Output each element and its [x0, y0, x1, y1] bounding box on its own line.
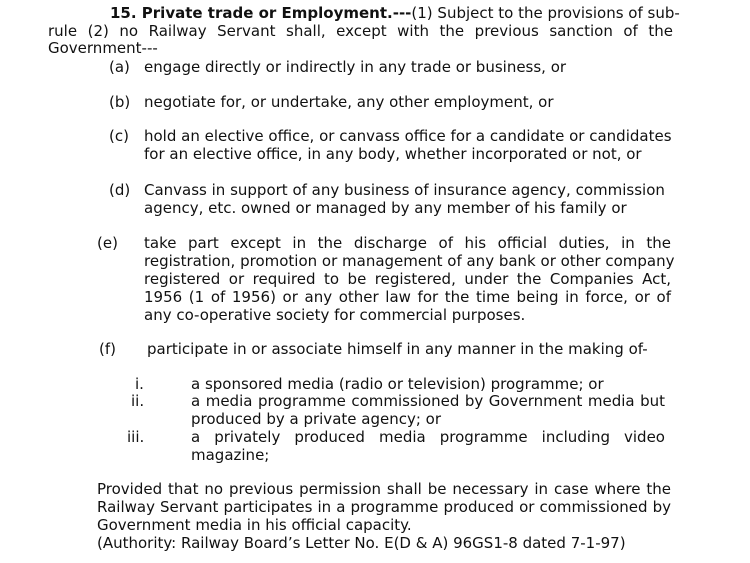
- proviso-line: Government media in his official capacity.: [97, 516, 412, 534]
- clause-text-line: 1956 (1 of 1956) or any other law for the time being in force, or of: [144, 288, 671, 306]
- clause-text-line: engage directly or indirectly in any trade or business, or: [144, 58, 567, 76]
- clause-text-line: negotiate for, or undertake, any other employment, or: [144, 93, 554, 111]
- subclause-label: i.: [135, 375, 144, 393]
- subclause-text-line: a media programme commissioned by Government media but: [191, 392, 665, 410]
- rule-intro: [48, 4, 680, 57]
- clause-label: (e): [97, 234, 118, 252]
- clause-text-line: registration, promotion or management of any bank or other company: [144, 252, 675, 270]
- rule-intro-text: (1) Subject to the provisions of sub-: [411, 4, 680, 22]
- clause-text-line: any co-operative society for commercial purposes.: [144, 306, 526, 324]
- proviso-line: Railway Servant participates in a programme produced or commissioned by: [97, 498, 671, 516]
- clause-label: (a): [109, 58, 130, 76]
- proviso-paragraph: [97, 480, 671, 534]
- clause-label: (c): [109, 127, 129, 145]
- clause-text-line: hold an elective office, or canvass office for a candidate or candidates: [144, 127, 672, 145]
- rule-intro-line-2: rule (2) no Railway Servant shall, except with the previous sanction of the: [48, 22, 673, 40]
- proviso-line: Provided that no previous permission shall be necessary in case where the: [97, 480, 671, 498]
- clause-text-line: agency, etc. owned or managed by any member of his family or: [144, 199, 627, 217]
- subclause-label: ii.: [131, 392, 145, 410]
- authority-citation: (Authority: Railway Board’s Letter No. E(D & A) 96GS1-8 dated 7-1-97): [97, 534, 626, 552]
- subclause-text-line: a sponsored media (radio or television) programme; or: [191, 375, 604, 393]
- clause-text-line: participate in or associate himself in any manner in the making of-: [147, 340, 648, 358]
- rule-heading: 15. Private trade or Employment.---: [110, 4, 412, 22]
- clause-label: (f): [99, 340, 116, 358]
- subclause-text-line: magazine;: [191, 446, 270, 464]
- clause-label: (d): [109, 181, 131, 199]
- cropped-previous-line: [86, 0, 486, 3]
- clause-text-line: Canvass in support of any business of insurance agency, commission: [144, 181, 665, 199]
- clause-text-line: for an elective office, in any body, whether incorporated or not, or: [144, 145, 642, 163]
- subclause-label: iii.: [127, 428, 145, 446]
- rule-intro-line-3: Government---: [48, 39, 158, 57]
- clause-text-line: registered or required to be registered, under the Companies Act,: [144, 270, 671, 288]
- subclause-text-line: a privately produced media programme including video: [191, 428, 665, 446]
- rule-intro-line-1: [48, 4, 680, 22]
- subclause-text-line: produced by a private agency; or: [191, 410, 441, 428]
- clause-text-line: take part except in the discharge of his official duties, in the: [144, 234, 671, 252]
- clause-label: (b): [109, 93, 131, 111]
